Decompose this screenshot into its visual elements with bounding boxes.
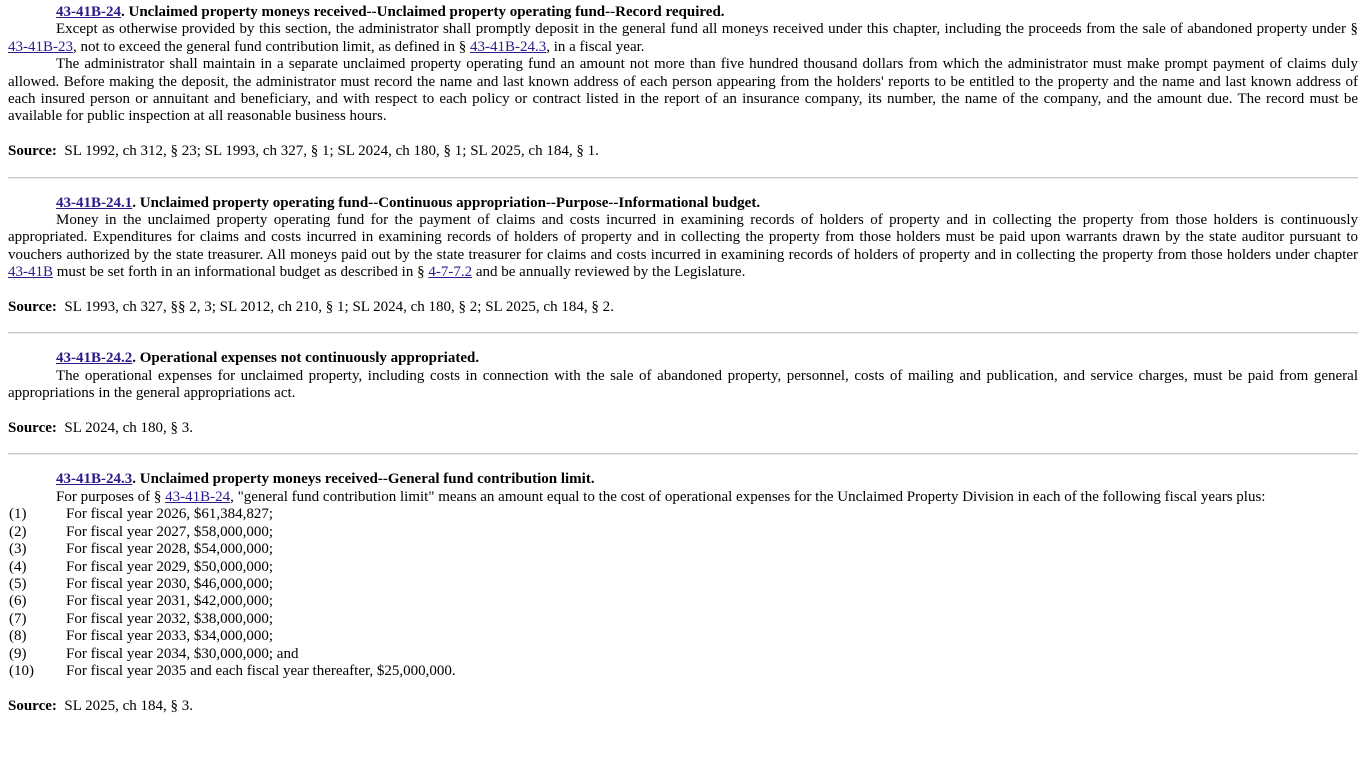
body-text-run: Money in the unclaimed property operating fund for the payment of claims and costs incurred in examining records of holders of property and in collecting the property from those holders is continuously appropriated. Expenditures for claims and costs incurred in examining records of holders of property and in collecting the property from those holders must be paid upon warrants drawn by the state auditor pursuant to vouchers authorized by the state treasurer. All moneys paid out by the state treasurer for claims and costs incurred in examining records of holders of property and in collecting the property from those holders under chapter — [8, 212, 1358, 263]
list-item — [8, 611, 1358, 628]
section-heading — [8, 471, 1358, 488]
statute-section — [8, 195, 1358, 317]
list-item-text: For fiscal year 2029, $50,000,000; — [66, 558, 274, 575]
source-citation: SL 2025, ch 184, § 3. — [64, 697, 193, 714]
section-heading — [8, 4, 1358, 21]
section-paragraph — [8, 489, 1358, 506]
list-item-text: For fiscal year 2026, $61,384,827; — [66, 506, 274, 523]
body-text-run: must be set forth in an informational budget as described in § — [53, 264, 429, 281]
list-item-text: For fiscal year 2034, $30,000,000; and — [66, 645, 299, 662]
section-number-link[interactable]: 43-41B-24 — [56, 4, 121, 20]
list-item-marker: (9) — [9, 645, 27, 662]
list-item-text: For fiscal year 2030, $46,000,000; — [66, 575, 274, 592]
section-title: . Unclaimed property operating fund--Continuous appropriation--Purpose--Informational budget. — [132, 194, 761, 211]
statute-reference-link[interactable]: 43-41B-24 — [165, 488, 231, 505]
source-line — [8, 143, 1358, 160]
list-item — [8, 506, 1358, 523]
section-number-link[interactable]: 43-41B-24.2 — [56, 350, 133, 367]
list-item-text: For fiscal year 2027, $58,000,000; — [66, 523, 274, 540]
source-line — [8, 698, 1358, 715]
body-text-run: , "general fund contribution limit" means an amount equal to the cost of operational expenses for the Unclaimed Property Division in each of the following fiscal years plus: — [230, 488, 1266, 505]
list-item-text: For fiscal year 2033, $34,000,000; — [66, 628, 274, 645]
body-text-run: , in a fiscal year. — [546, 38, 645, 55]
section-divider — [8, 177, 1358, 179]
list-item-text: For fiscal year 2032, $38,000,000; — [66, 610, 274, 627]
body-text-run: Except as otherwise provided by this section, the administrator shall promptly deposit in the general fund all moneys received under this chapter, including the proceeds from the sale of abandoned property under § — [56, 21, 1358, 38]
paragraph-spacer — [8, 680, 1358, 697]
statute-section — [8, 4, 1358, 161]
section-divider — [8, 332, 1358, 334]
list-item — [8, 628, 1358, 645]
paragraph-spacer — [8, 282, 1358, 299]
list-item-marker: (1) — [9, 506, 27, 523]
source-citation: SL 2024, ch 180, § 3. — [64, 420, 193, 437]
source-label: Source: — [8, 143, 57, 160]
list-item-marker: (6) — [9, 593, 27, 610]
section-paragraph — [8, 21, 1358, 56]
statute-reference-link[interactable]: 4-7-7.2 — [428, 264, 473, 281]
source-line — [8, 299, 1358, 316]
statute-reference-link[interactable]: 43-41B — [8, 264, 53, 281]
list-item-marker: (3) — [9, 541, 27, 558]
body-text-run: The operational expenses for unclaimed property, including costs in connection with the sale of abandoned property, personnel, costs of mailing and publication, and service charges, must be paid from general appropriations in the general appropriations act. — [8, 367, 1358, 402]
section-number-link[interactable]: 43-41B-24.1 — [56, 194, 133, 211]
section-paragraph — [8, 56, 1358, 126]
source-label: Source: — [8, 299, 57, 316]
body-text-run: and be annually reviewed by the Legislature. — [472, 264, 746, 281]
list-item-marker: (10) — [9, 662, 34, 679]
section-paragraph — [8, 212, 1358, 282]
section-heading — [8, 350, 1358, 367]
paragraph-spacer — [8, 126, 1358, 143]
list-item-marker: (2) — [9, 523, 27, 540]
list-item — [8, 646, 1358, 663]
list-item-marker: (4) — [9, 558, 27, 575]
list-item — [8, 524, 1358, 541]
section-title: . Operational expenses not continuously appropriated. — [132, 350, 480, 367]
section-number-link[interactable]: 43-41B-24.3 — [56, 471, 133, 488]
section-title: . Unclaimed property moneys received--General fund contribution limit. — [132, 471, 595, 488]
body-text-run: , not to exceed the general fund contribution limit, as defined in § — [73, 38, 470, 55]
statute-reference-link[interactable]: 43-41B-23 — [8, 38, 73, 55]
source-label: Source: — [8, 420, 57, 437]
list-item — [8, 559, 1358, 576]
section-title: . Unclaimed property moneys received--Unclaimed property operating fund--Record required. — [121, 4, 725, 20]
section-heading — [8, 195, 1358, 212]
list-item — [8, 541, 1358, 558]
source-citation: SL 1993, ch 327, §§ 2, 3; SL 2012, ch 210, § 1; SL 2024, ch 180, § 2; SL 2025, ch 184, § 2. — [64, 299, 614, 316]
section-divider — [8, 453, 1358, 455]
list-item — [8, 576, 1358, 593]
fiscal-year-limit-list — [8, 506, 1358, 680]
statute-reference-link[interactable]: 43-41B-24.3 — [469, 38, 547, 55]
list-item — [8, 593, 1358, 610]
source-line — [8, 420, 1358, 437]
paragraph-spacer — [8, 403, 1358, 420]
statute-section — [8, 471, 1358, 715]
list-item-marker: (8) — [9, 628, 27, 645]
statute-sections-container — [8, 4, 1358, 715]
list-item-text: For fiscal year 2028, $54,000,000; — [66, 541, 274, 558]
body-text-run: The administrator shall maintain in a separate unclaimed property operating fund an amount not more than five hundred thousand dollars from which the administrator must make prompt payment of claims duly allowed. Before making the deposit, the administrator must record the name and last known address of each person appearing from the holders' reports to be entitled to the property and the name and last known address of each insured person or annuitant and beneficiary, and with respect to each policy or contract listed in the report of an insurance company, its number, the name of the company, and the amount due. The record must be available for public inspection at all reasonable business hours. — [8, 56, 1358, 125]
list-item-marker: (5) — [9, 575, 27, 592]
list-item-marker: (7) — [9, 610, 27, 627]
list-item — [8, 663, 1358, 680]
statute-section — [8, 350, 1358, 437]
source-citation: SL 1992, ch 312, § 23; SL 1993, ch 327, § 1; SL 2024, ch 180, § 1; SL 2025, ch 184, § 1. — [64, 143, 599, 160]
section-paragraph — [8, 368, 1358, 403]
body-text-run: For purposes of § — [56, 488, 166, 505]
list-item-text: For fiscal year 2031, $42,000,000; — [66, 593, 274, 610]
list-item-text: For fiscal year 2035 and each fiscal year thereafter, $25,000,000. — [66, 662, 456, 679]
source-label: Source: — [8, 697, 57, 714]
